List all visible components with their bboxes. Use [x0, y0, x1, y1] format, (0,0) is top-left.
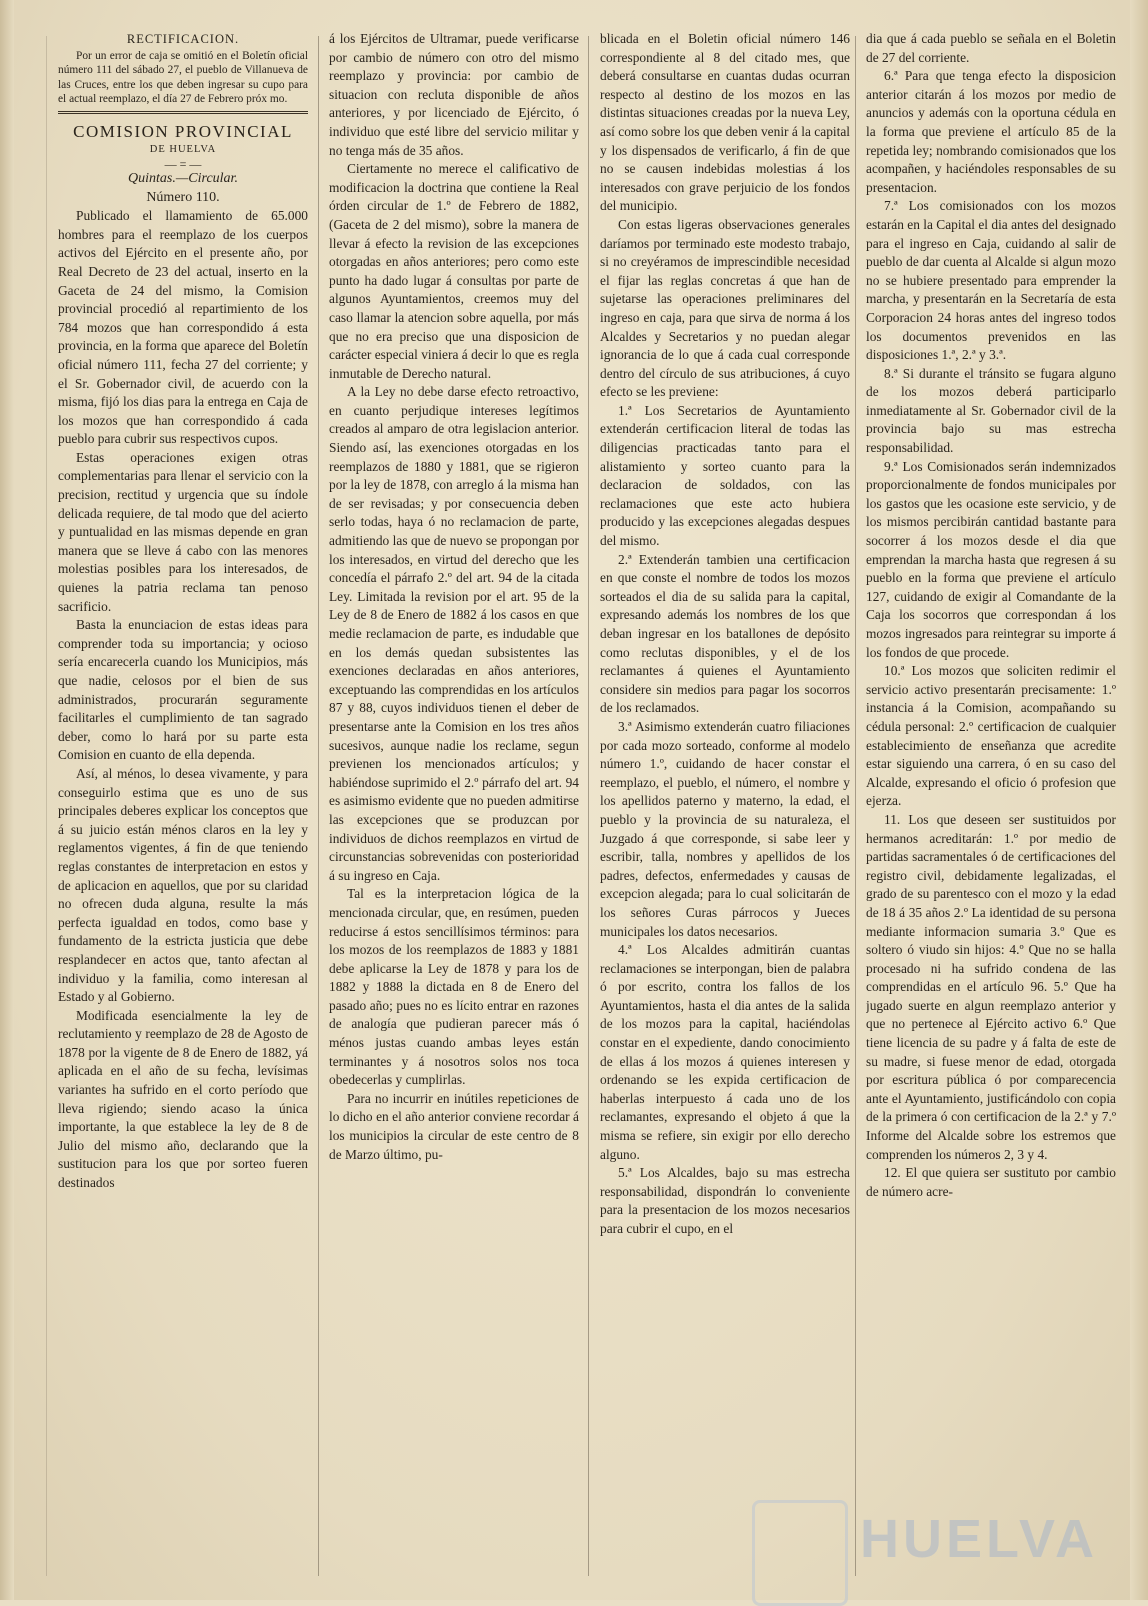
column-rule-2 [588, 36, 589, 1576]
column-3 [600, 30, 850, 1590]
column-2 [329, 30, 579, 1590]
paragraph: 5.ª Los Alcaldes, bajo su mas estrecha responsabilidad, dispondrán lo conveniente para la presentacion de los mozos necesarios para cubrir el cupo, en el [600, 1165, 850, 1236]
paragraph: 6.ª Para que tenga efecto la disposicion anterior citarán á los mozos por medio de anuncios y además con la oportuna cédula en la forma que previene el artículo 85 de la repetida ley; nombrando comisionados que los acompañen, y haciéndoles responsables de su presentacion. [866, 68, 1116, 195]
column-4 [866, 30, 1116, 1590]
paragraph: 12. El que quiera ser sustituto por cambio de número acre- [866, 1165, 1116, 1199]
rectificacion-title: RECTIFICACION. [126, 32, 240, 46]
paragraph: 10.ª Los mozos que soliciten redimir el servicio activo presentarán precisamente: 1.º instancia á la Comision, acompañando su cédula personal: 2.º certificacion de cualquier establecimiento de enseñanza que acredite estar siguiendo una carrera, ó en su caso del Alcalde, expresando el oficio ó profesion que ejerza. [866, 663, 1116, 809]
paragraph: 4.ª Los Alcaldes admitirán cuantas reclamaciones se interpongan, bien de palabra ó por escrito, contra los fallos de los Ayuntamientos, hasta el dia antes de la salida de los mozos para la capital, haciéndolas constar en el expediente, dando conocimiento de ellas á los mozos á quienes interesen y ordenando se les expida certificacion de haberlas interpuesto á cada uno de los reclamantes, expresando el objeto á que la misma se refiere, sin exigir por ello derecho alguno. [600, 942, 850, 1162]
comision-title: COMISION PROVINCIAL [73, 121, 293, 141]
paragraph: Tal es la interpretacion lógica de la mencionada circular, que, en resúmen, pueden reducirse á estos sencillísimos términos: para los mozos de los reemplazos de 1883 y 1881 debe aplicarse la Ley de 1878 y para los de 1882 y 1888 la dictada en 8 de Enero del pasado año; pues no es lícito entrar en razones de analogía que pudieran parecer más ó ménos justas cuando ambas leyes están terminantes y á nosotros solos nos toca obedecerlas y cumplirlas. [329, 886, 579, 1088]
paragraph: Para no incurrir en inútiles repeticiones de lo dicho en el año anterior conviene recordar á los municipios la circular de este centro de 8 de Marzo último, pu- [329, 1090, 579, 1162]
comision-subtitle: DE HUELVA [149, 143, 217, 155]
paragraph: Basta la enunciacion de estas ideas para comprender toda su importancia; y ocioso sería encarecerla cuando los Municipios, más que nadie, celosos por el bien de sus administrados, procurarán seguramente facilitarles el cumplimiento de tan sagrado deber, como lo hará por su parte esta Comision en cuanto de ella dependa. [58, 617, 308, 763]
quintas-heading: Quintas.—Circular. [128, 170, 238, 186]
paragraph: 3.ª Asimismo extenderán cuatro filiaciones por cada mozo sorteado, conforme al modelo número 1.º, cuidando de hacer constar el reemplazo, el pueblo, el número, el nombre y los apellidos paterno y materno, la edad, el pueblo y la provincia de su naturaleza, el Juzgado á que corresponde, si sabe leer y escribir, talla, nombres y apellidos de los padres, defectos, enfermedades y causas de excepcion alegada; para lo cual solicitarán de los señores Curas párrocos y Jueces municipales los datos necesarios. [600, 718, 850, 939]
paragraph: blicada en el Boletin oficial número 146 correspondiente al 8 del citado mes, que deberá consultarse en cuantas dudas ocurran respecto al destino de los mozos en las distintas situaciones creadas por la nueva Ley, así como sobre los que deben venir á la capital y los dispensados de verificarlo, á fin de que no se causen indebidas molestias á los interesados con grave perjuicio de los fondos del municipio. [600, 31, 850, 214]
archive-seal-watermark [752, 1500, 848, 1606]
paragraph: 9.ª Los Comisionados serán indemnizados proporcionalmente de fondos municipales por los gastos que les ocasione este servicio, y de los mismos percibirán cantidad bastante para socorrer á los mozos desde el dia que emprendan la marcha hasta que regresen á su pueblo en la forma que previene el artículo 127, cuidando de exigir al Comandante de la Caja los socorros que correspondan á los mozos ingresados para reintegrar su importe á los fondos de que procede. [866, 458, 1116, 660]
paragraph: 2.ª Extenderán tambien una certificacion en que conste el nombre de todos los mozos sorteados el dia de su salida para la capital, expresando además los nombres de los que deban ingresar en los batallones de depósito como reclutas disponibles, y el de los reclamantes á quienes el Ayuntamiento considere sin medios para pagar los socorros de los reclamados. [600, 551, 850, 716]
rectificacion-text: Por un error de caja se omitió en el Boletín oficial número 111 del sábado 27, el pueblo de Villanueva de las Cruces, entre los que deben ingresar su cupo para el actual reemplazo, el día 27 de Febrero próx mo. [58, 49, 308, 106]
archive-watermark-text: HUELVA [860, 1509, 1098, 1569]
heading-dash: — = — [164, 156, 202, 171]
paragraph: 7.ª Los comisionados con los mozos estarán en la Capital el dia antes del designado para el ingreso en Caja, cuidando al salir de pueblo de dar cuenta al Alcalde si algun mozo no se hubiere presentado para emprender la marcha, y presentarán en la Secretaría de esta Corporacion 24 horas antes del ingreso todos los documentos prevenidos en las disposiciones 1.ª, 2.ª y 3.ª. [866, 198, 1116, 363]
paragraph: Así, al ménos, lo desea vivamente, y para conseguirlo estima que es uno de sus principales deberes explicar los conceptos que á su juicio están ménos claros en la ley y reglamentos vigentes, á fin de que teniendo reglas constantes de interpretacion en estos y de aplicacion en aquellos, que por su claridad no ofrecen duda alguna, resulte la más perfecta igualdad en todos, como base y fundamento de la estricta justicia que debe resplandecer en actos que, tanto afectan al individuo y la familia, como interesan al Estado y al Gobierno. [58, 765, 308, 1005]
paragraph: 11. Los que deseen ser sustituidos por hermanos acreditarán: 1.º por medio de partidas sacramentales ó de certificaciones del registro civil, debidamente legalizadas, el grado de su parentesco con el mozo y la edad de 18 á 35 años 2.º La identidad de su persona mediante informacion sumaria 3.º Que es soltero ó viudo sin hijos: 4.º Que no se halla procesado ni ha sufrido condena de las comprendidas en el artículo 96. 5.º Que ha jugado suerte en algun reemplazo anterior y que no pertenece al Ejército activo 6.º Que tiene licencia de su padre y á falta de este de su madre, si fuese menor de edad, otorgada por escritura pública ó por comparecencia ante el Ayuntamiento, justificándolo con copia de la primera ó con certificacion de la 2.ª y 7.º Informe del Alcalde sobre los estremos que comprenden los números 2, 3 y 4. [866, 811, 1116, 1162]
paragraph: 8.ª Si durante el tránsito se fugara alguno de los mozos deberá participarlo inmediatamente al Sr. Gobernador civil de la provincia bajo su mas estrecha responsabilidad. [866, 365, 1116, 456]
paragraph: á los Ejércitos de Ultramar, puede verificarse por cambio de número con otro del mismo reemplazo y provincia: por cambio de situacion con recluta disponible de años anteriores, y por licenciado de Ejército, ó individuo que esté libre del servicio militar y no tenga más de 35 años. [329, 31, 579, 158]
paragraph: Estas operaciones exigen otras complementarias para llenar el servicio con la precision, rectitud y urgencia que su índole delicada requiere, de tal modo que del acierto y puntualidad en las mismas depende en gran manera que se lleve á cabo con las menores molestias posibles para los interesados, de quienes la patria reclama tan penoso sacrificio. [58, 449, 308, 614]
page-edge-right [1130, 0, 1148, 1600]
paragraph: Publicado el llamamiento de 65.000 hombres para el reemplazo de los cuerpos activos del Ejército en el presente año, por Real Decreto de 23 del actual, inserto en la Gaceta de 24 del mismo, la Comision provincial procedió al repartimiento de los 784 mozos que han correspondido á esta provincia, en la forma que aparece del Boletín oficial número 111, fecha 27 del corriente; y el Sr. Gobernador civil, de acuerdo con la misma, fijó los dias para la entrega en Caja de los mozos que han correspondido á cada pueblo para cubrir sus respectivos cupos. [58, 208, 308, 447]
page-edge-left [0, 0, 14, 1600]
column-rule-1 [318, 36, 319, 1576]
column-rule-outer [46, 36, 47, 1576]
separator-rule [58, 111, 308, 114]
paragraph: dia que á cada pueblo se señala en el Boletin de 27 del corriente. [866, 31, 1116, 65]
paragraph: A la Ley no debe darse efecto retroactivo, en cuanto perjudique intereses legítimos creados al amparo de otra legislacion anterior. Siendo así, las exenciones otorgadas en los reemplazos de 1880 y 1881, que se rigieron por la ley de 1878, con arreglo á la misma han de ser revisadas; y por consecuencia deben serlo todas, haya ó no reclamacion de parte, admitiendo las que de nuevo se propongan por los interesados, en virtud del derecho que les concedía el párrafo 2.º del art. 94 de la citada Ley. Limitada la revision por el art. 95 de la Ley de 8 de Enero de 1882 á los casos en que medie reclamacion de parte, es indudable que en los demás quedan subsistentes las exenciones declaradas en años anteriores, exceptuando las comprendidas en los artículos 87 y 88, cuyos individuos tienen el deber de presentarse ante la Comision en los tres años sucesivos, aunque nadie los reclame, segun previenen los mencionados artículos; y habiéndose suprimido el 2.º párrafo del art. 94 es asimismo evidente que no pueden admitirse las excepciones que se produzcan por individuos de dichos reemplazos en virtud de circunstancias sobrevenidas con posterioridad á su ingreso en Caja. [329, 384, 579, 883]
column-1 [58, 30, 308, 1590]
paragraph: 1.ª Los Secretarios de Ayuntamiento extenderán certificacion literal de todas las diligencias practicadas tanto para el alistamiento y sorteo cuanto para la declaracion de soldados, con las reclamaciones que este acto hubiera producido y las excepciones alegadas despues del mismo. [600, 402, 850, 549]
paragraph: Ciertamente no merece el calificativo de modificacion la doctrina que contiene la Real órden circular de 1.º de Febrero de 1882, (Gaceta de 2 del mismo), sobre la manera de llevar á efecto la revision de las excepciones otorgadas en años anteriores; pero como este punto ha dado lugar á consultas por parte de algunos Ayuntamientos, creemos muy del caso llamar la atencion sobre aquella, por más que no era preciso que una disposicion de carácter especial viniera á decir lo que es regla inmutable de Derecho natural. [329, 161, 579, 381]
column-rule-3 [855, 36, 856, 1576]
paragraph: Con estas ligeras observaciones generales daríamos por terminado este modesto trabajo, si no creyéramos de imprescindible necesidad el fijar las reglas concretas á que han de sujetarse las operaciones preliminares del ingreso en caja, para que sirva de norma á los Alcaldes y Secretarios y no puedan alegar ignorancia de lo que á cada cual corresponde dentro del círculo de sus atribuciones, á cuyo efecto se les previene: [600, 216, 850, 400]
numero-heading: Número 110. [146, 189, 220, 205]
paragraph: Modificada esencialmente la ley de reclutamiento y reemplazo de 28 de Agosto de 1878 por la vigente de 8 de Enero de 1882, yá aplicada en el año de su fecha, levísimas variantes ha sufrido en el corto período que lleva rigiendo; siendo acaso la única importante, la que establece la ley de 8 de Julio del mismo año, declarando que la sustitucion para los que por sorteo fueren destinados [58, 1007, 308, 1191]
